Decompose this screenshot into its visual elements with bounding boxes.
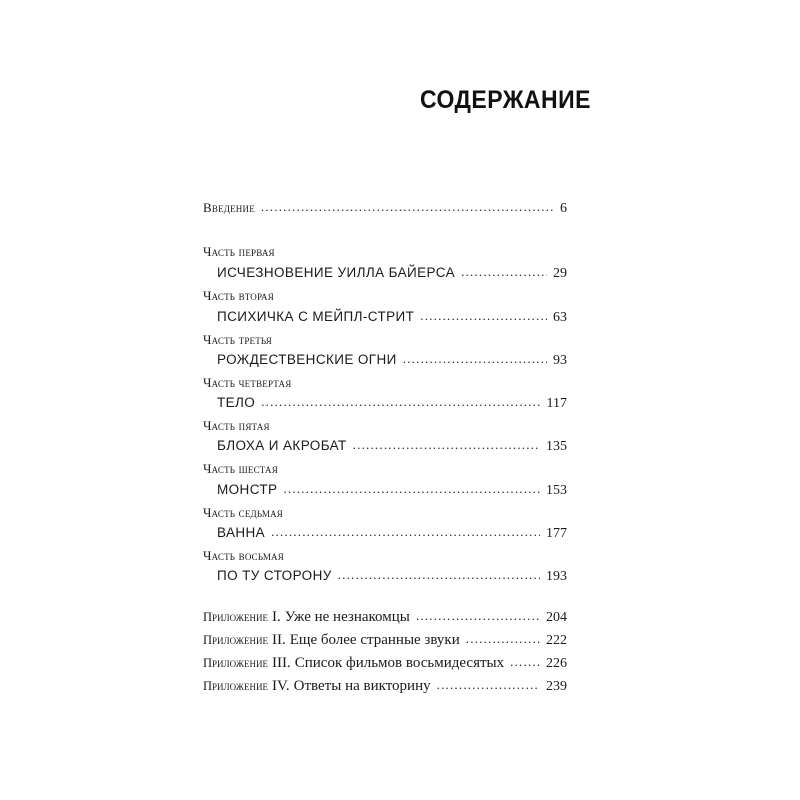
toc-entry-title: ВАННА xyxy=(217,525,266,540)
toc-entry-part xyxy=(217,395,567,412)
toc-page-number: 93 xyxy=(553,353,567,368)
toc-dot-leader xyxy=(416,608,540,624)
toc-entry-part xyxy=(217,309,567,326)
toc-page-number: 117 xyxy=(546,396,567,411)
appendix-prefix: Приложение xyxy=(203,610,268,624)
toc-entry-title: БЛОХА И АКРОБАТ xyxy=(217,438,347,453)
toc-dot-leader xyxy=(353,437,540,453)
part-label: Часть третья xyxy=(203,332,273,347)
appendix-number: IV. xyxy=(271,678,290,694)
toc-entry-title: ТЕЛО xyxy=(217,395,256,410)
toc-entry-title: ИСЧЕЗНОВЕНИЕ УИЛЛА БАЙЕРСА xyxy=(217,265,456,280)
toc-dot-leader xyxy=(510,654,540,670)
toc-page-number: 177 xyxy=(546,526,567,541)
part-label: Часть четвертая xyxy=(203,375,292,390)
toc-entry-label: Введение xyxy=(203,200,255,215)
appendix-title: Список фильмов восьмидесятых xyxy=(294,655,505,671)
appendix-number: I. xyxy=(271,609,281,625)
toc-entry-part xyxy=(217,482,567,499)
toc-entry-part xyxy=(217,568,567,585)
appendix-prefix: Приложение xyxy=(203,656,268,670)
toc-page-number: 222 xyxy=(546,633,567,648)
toc-dot-leader xyxy=(283,481,540,497)
part-label: Часть пятая xyxy=(203,418,270,433)
appendix-number: II. xyxy=(271,632,286,648)
appendix-prefix: Приложение xyxy=(203,679,268,693)
toc-entry-part xyxy=(217,525,567,542)
toc-page-number: 204 xyxy=(546,610,567,625)
toc-entry-part xyxy=(217,352,567,369)
part-label: Часть первая xyxy=(203,244,275,259)
part-label: Часть вторая xyxy=(203,288,274,303)
appendix-prefix: Приложение xyxy=(203,633,268,647)
toc-page-number: 193 xyxy=(546,569,567,584)
toc-entry-appendix xyxy=(203,678,567,695)
toc-entry-title: ПСИХИЧКА С МЕЙПЛ-СТРИТ xyxy=(217,309,415,324)
toc-entry-appendix xyxy=(203,655,567,672)
toc-entry-intro xyxy=(203,200,567,217)
appendix-title: Ответы на викторину xyxy=(293,678,431,694)
toc-entry-appendix xyxy=(203,632,567,649)
toc-dot-leader xyxy=(403,351,547,367)
toc-dot-leader xyxy=(420,308,547,324)
toc-page-number: 153 xyxy=(546,483,567,498)
appendix-title: Еще более странные звуки xyxy=(289,632,460,648)
toc-dot-leader xyxy=(461,264,547,280)
toc-dot-leader xyxy=(338,567,540,583)
toc-dot-leader xyxy=(261,394,540,410)
part-label: Часть восьмая xyxy=(203,548,284,563)
toc-dot-leader xyxy=(466,631,540,647)
toc-entry-part xyxy=(217,438,567,455)
appendix-number: III. xyxy=(271,655,291,671)
toc-page-number: 6 xyxy=(560,201,567,216)
toc-entry-title: РОЖДЕСТВЕНСКИЕ ОГНИ xyxy=(217,352,397,367)
toc-page-number: 135 xyxy=(546,439,567,454)
part-label: Часть седьмая xyxy=(203,505,283,520)
toc-entry-appendix xyxy=(203,609,567,626)
page-title: СОДЕРЖАНИЕ xyxy=(420,86,591,114)
toc-page-number: 63 xyxy=(553,310,567,325)
toc-entry-title: ПО ТУ СТОРОНУ xyxy=(217,568,332,583)
appendix-title: Уже не незнакомцы xyxy=(284,609,410,625)
toc-dot-leader xyxy=(437,677,540,693)
toc-entry-title: МОНСТР xyxy=(217,482,278,497)
toc-page-number: 239 xyxy=(546,679,567,694)
toc-dot-leader xyxy=(261,199,554,215)
toc-dot-leader xyxy=(271,524,540,540)
toc-page-number: 226 xyxy=(546,656,567,671)
part-label: Часть шестая xyxy=(203,461,278,476)
toc-page-number: 29 xyxy=(553,266,567,281)
toc-entry-part xyxy=(217,265,567,282)
